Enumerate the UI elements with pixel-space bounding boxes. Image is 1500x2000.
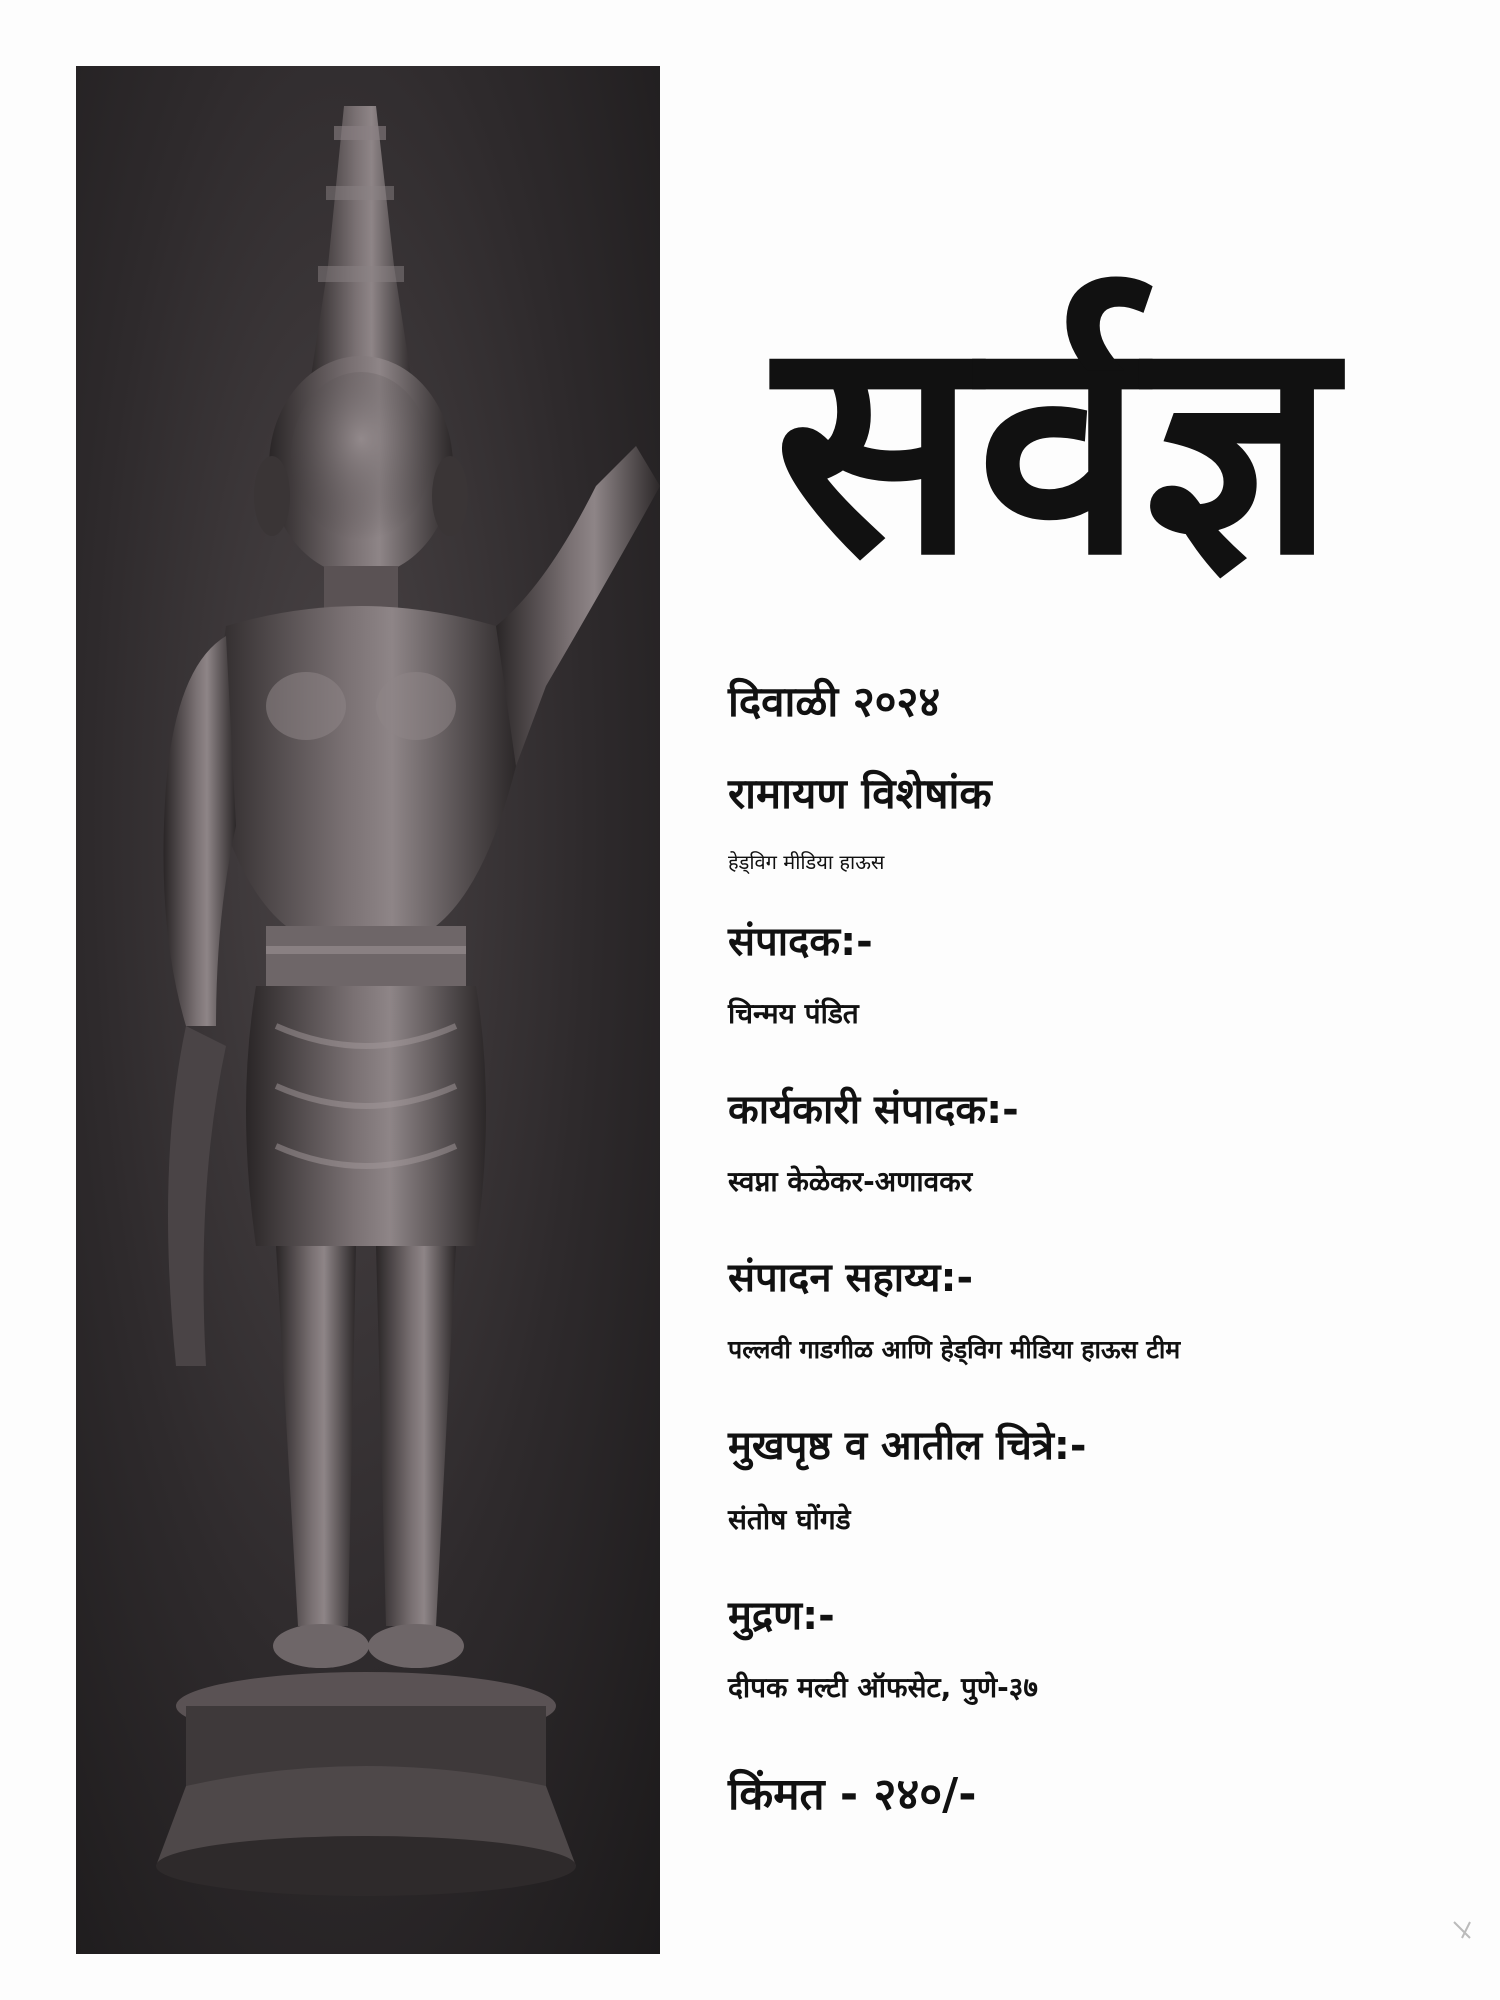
- masthead-logo: [735, 150, 1375, 690]
- editor-name: चिन्मय पंडित: [728, 997, 859, 1030]
- editorial-assistance-label: संपादन सहाय्य:-: [728, 1255, 974, 1301]
- printer-name: दीपक मल्टी ऑफसेट, पुणे-३७: [728, 1671, 1038, 1704]
- edition-title: दिवाळी २०२४: [728, 677, 941, 726]
- masthead-title: सर्वज्ञ: [774, 268, 1336, 621]
- idol-illustration-icon: [76, 66, 660, 1954]
- illustrations-label: मुखपृष्ठ व आतील चित्रे:-: [728, 1423, 1087, 1469]
- idol-photo: [76, 66, 660, 1954]
- publisher-name: हेड्विग मीडिया हाऊस: [728, 850, 885, 874]
- price: किंमत - २४०/-: [728, 1769, 977, 1820]
- editorial-assistance-names: पल्लवी गाडगीळ आणि हेड्विग मीडिया हाऊस टीम: [728, 1335, 1181, 1364]
- printing-label: मुद्रण:-: [728, 1593, 835, 1639]
- corner-mark-icon: [1452, 1920, 1472, 1940]
- executive-editor-label: कार्यकारी संपादक:-: [728, 1087, 1019, 1133]
- calligraphic-title-logo-icon: [735, 150, 1375, 690]
- illustrator-name: संतोष घोंगडे: [728, 1503, 851, 1536]
- executive-editor-name: स्वप्ना केळेकर-अणावकर: [728, 1165, 973, 1198]
- special-issue-title: रामायण विशेषांक: [728, 769, 992, 818]
- editor-label: संपादक:-: [728, 919, 873, 965]
